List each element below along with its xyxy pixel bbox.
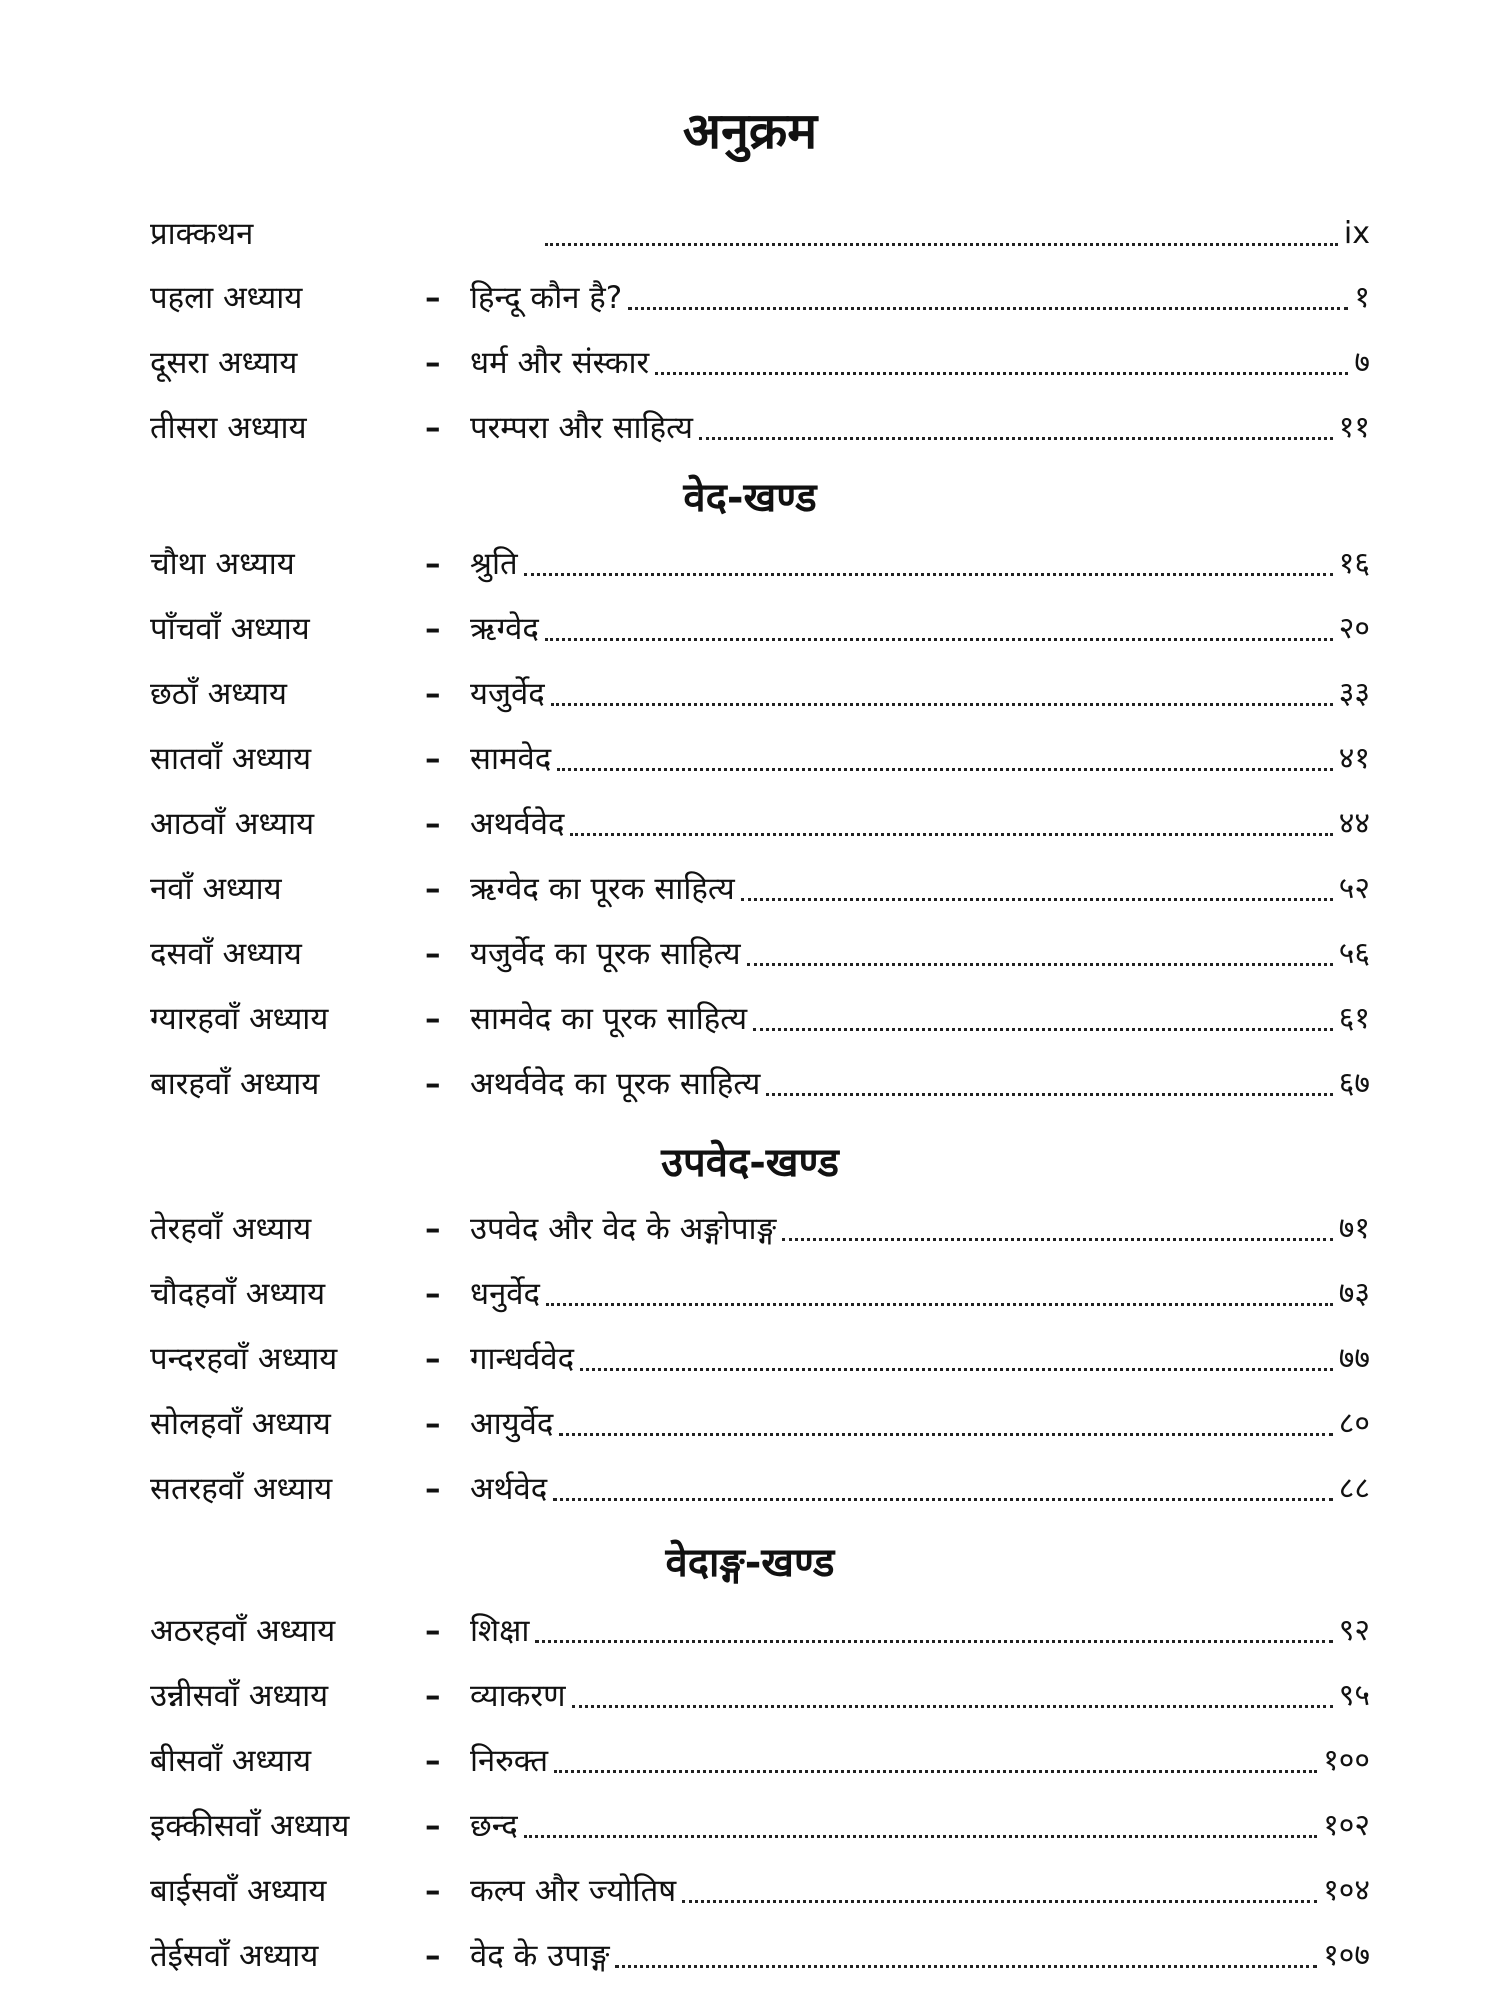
chapter-topic: सामवेद का पूरक साहित्य — [470, 1001, 748, 1037]
chapter-label: इक्कीसवाँ अध्याय — [150, 1808, 350, 1844]
page-number: ७१ — [1338, 1211, 1370, 1246]
toc-entry[interactable] — [150, 1800, 1370, 1852]
toc-entry[interactable] — [150, 1058, 1370, 1110]
toc-entry[interactable] — [150, 603, 1370, 655]
dot-leader — [782, 1238, 1333, 1241]
dash-separator: – — [425, 1808, 441, 1844]
toc-entry[interactable] — [150, 928, 1370, 980]
page-number: ४४ — [1338, 806, 1370, 841]
preface-page-number: ix — [1343, 216, 1370, 251]
toc-entry[interactable] — [150, 1203, 1370, 1255]
dash-separator: – — [425, 806, 441, 842]
chapter-label: आठवाँ अध्याय — [150, 806, 315, 842]
preface-label: प्राक्कथन — [150, 216, 254, 252]
page-number: ८० — [1338, 1406, 1370, 1441]
chapter-topic: यजुर्वेद — [470, 676, 545, 712]
chapter-label: दूसरा अध्याय — [150, 345, 298, 381]
chapter-topic: श्रुति — [470, 546, 518, 582]
chapter-topic: धनुर्वेद — [470, 1276, 540, 1312]
chapter-topic: सामवेद — [470, 741, 552, 777]
chapter-label: तीसरा अध्याय — [150, 410, 307, 446]
chapter-topic: आयुर्वेद — [470, 1406, 554, 1442]
toc-entry[interactable] — [150, 337, 1370, 389]
dot-leader — [546, 1303, 1333, 1306]
toc-entry[interactable] — [150, 538, 1370, 590]
chapter-topic: अर्थवेद — [470, 1471, 548, 1507]
dash-separator: – — [425, 936, 441, 972]
section-heading: वेद-खण्ड — [683, 475, 817, 521]
chapter-label: छठाँ अध्याय — [150, 676, 287, 712]
toc-entry-preface[interactable] — [150, 208, 1370, 260]
toc-entry[interactable] — [150, 402, 1370, 454]
dash-separator: – — [425, 1938, 441, 1974]
page-number: ९२ — [1338, 1613, 1370, 1648]
chapter-label: अठरहवाँ अध्याय — [150, 1613, 336, 1649]
chapter-label: तेरहवाँ अध्याय — [150, 1211, 312, 1247]
dash-separator: – — [425, 871, 441, 907]
page-number: ७७ — [1338, 1341, 1370, 1376]
chapter-label: सोलहवाँ अध्याय — [150, 1406, 331, 1442]
page-number: ६७ — [1338, 1066, 1370, 1101]
dash-separator: – — [425, 1066, 441, 1102]
dash-separator: – — [425, 345, 441, 381]
chapter-label: पहला अध्याय — [150, 280, 303, 316]
dot-leader — [545, 243, 1338, 246]
chapter-label: सातवाँ अध्याय — [150, 741, 312, 777]
chapter-topic: व्याकरण — [470, 1678, 566, 1714]
dot-leader — [545, 638, 1333, 641]
page-number: ८८ — [1338, 1471, 1370, 1506]
dot-leader — [682, 1900, 1317, 1903]
chapter-topic: गान्धर्ववेद — [470, 1341, 575, 1377]
toc-entry[interactable] — [150, 1865, 1370, 1917]
toc-entry[interactable] — [150, 272, 1370, 324]
chapter-label: चौदहवाँ अध्याय — [150, 1276, 326, 1312]
chapter-topic: वेद के उपाङ्ग — [470, 1938, 610, 1974]
dash-separator: – — [425, 1678, 441, 1714]
page-number: २० — [1338, 611, 1370, 646]
chapter-topic: ऋग्वेद का पूरक साहित्य — [470, 871, 735, 907]
toc-entry[interactable] — [150, 798, 1370, 850]
dash-separator: – — [425, 676, 441, 712]
page-number: १०० — [1323, 1743, 1370, 1778]
dash-separator: – — [425, 546, 441, 582]
page-number: १०४ — [1323, 1873, 1370, 1908]
dot-leader — [524, 1835, 1317, 1838]
dash-separator: – — [425, 1211, 441, 1247]
chapter-label: तेईसवाँ अध्याय — [150, 1938, 319, 1974]
dot-leader — [553, 1498, 1333, 1501]
chapter-topic: ऋग्वेद — [470, 611, 539, 647]
toc-entry[interactable] — [150, 1398, 1370, 1450]
page-number: ११ — [1338, 410, 1370, 445]
chapter-topic: कल्प और ज्योतिष — [470, 1873, 677, 1909]
chapter-label: पाँचवाँ अध्याय — [150, 611, 310, 647]
dash-separator: – — [425, 280, 441, 316]
chapter-topic: धर्म और संस्कार — [470, 345, 650, 381]
page-number: ६१ — [1338, 1001, 1370, 1036]
page-number: १ — [1354, 280, 1370, 315]
chapter-topic: निरुक्त — [470, 1743, 549, 1779]
dash-separator: – — [425, 1743, 441, 1779]
dot-leader — [559, 1433, 1332, 1436]
chapter-topic: अथर्ववेद का पूरक साहित्य — [470, 1066, 761, 1102]
dot-leader — [699, 437, 1333, 440]
chapter-topic: अथर्ववेद — [470, 806, 565, 842]
section-heading: उपवेद-खण्ड — [661, 1140, 839, 1186]
dot-leader — [570, 833, 1332, 836]
dash-separator: – — [425, 1873, 441, 1909]
dot-leader — [557, 768, 1333, 771]
dot-leader — [524, 573, 1333, 576]
toc-entry[interactable] — [150, 1333, 1370, 1385]
chapter-label: सतरहवाँ अध्याय — [150, 1471, 333, 1507]
page-number: ५२ — [1338, 871, 1370, 906]
chapter-topic: परम्परा और साहित्य — [470, 410, 694, 446]
chapter-topic: उपवेद और वेद के अङ्गोपाङ्ग — [470, 1211, 777, 1247]
page-number: ५६ — [1338, 936, 1370, 971]
toc-entry[interactable] — [150, 1605, 1370, 1657]
page-number: १०७ — [1323, 1938, 1370, 1973]
toc-entry[interactable] — [150, 733, 1370, 785]
toc-entry[interactable] — [150, 668, 1370, 720]
dash-separator: – — [425, 410, 441, 446]
chapter-label: ग्यारहवाँ अध्याय — [150, 1001, 329, 1037]
chapter-topic: शिक्षा — [470, 1613, 530, 1649]
dash-separator: – — [425, 741, 441, 777]
page-number: १६ — [1338, 546, 1370, 581]
dot-leader — [580, 1368, 1333, 1371]
chapter-label: दसवाँ अध्याय — [150, 936, 302, 972]
toc-entry[interactable] — [150, 993, 1370, 1045]
chapter-topic: यजुर्वेद का पूरक साहित्य — [470, 936, 741, 972]
dash-separator: – — [425, 1341, 441, 1377]
dot-leader — [554, 1770, 1317, 1773]
dash-separator: – — [425, 1613, 441, 1649]
page-number: ७३ — [1338, 1276, 1370, 1311]
chapter-label: नवाँ अध्याय — [150, 871, 282, 907]
dot-leader — [741, 898, 1333, 901]
chapter-label: बाईसवाँ अध्याय — [150, 1873, 327, 1909]
dot-leader — [615, 1965, 1317, 1968]
toc-entry[interactable] — [150, 1268, 1370, 1320]
dot-leader — [551, 703, 1333, 706]
page-number: १०२ — [1323, 1808, 1370, 1843]
toc-entry[interactable] — [150, 863, 1370, 915]
toc-entry[interactable] — [150, 1463, 1370, 1515]
chapter-topic: हिन्दू कौन है? — [470, 280, 623, 316]
dash-separator: – — [425, 611, 441, 647]
chapter-label: उन्नीसवाँ अध्याय — [150, 1678, 329, 1714]
chapter-label: पन्दरहवाँ अध्याय — [150, 1341, 338, 1377]
dot-leader — [628, 307, 1348, 310]
page-number: ४१ — [1338, 741, 1370, 776]
dash-separator: – — [425, 1001, 441, 1037]
dot-leader — [655, 372, 1348, 375]
toc-entry[interactable] — [150, 1930, 1370, 1982]
dash-separator: – — [425, 1406, 441, 1442]
page-title: अनुक्रम — [682, 102, 818, 160]
chapter-label: चौथा अध्याय — [150, 546, 295, 582]
dot-leader — [572, 1705, 1333, 1708]
dash-separator: – — [425, 1276, 441, 1312]
toc-entry[interactable] — [150, 1735, 1370, 1787]
toc-entry[interactable] — [150, 1670, 1370, 1722]
chapter-label: बीसवाँ अध्याय — [150, 1743, 312, 1779]
dot-leader — [535, 1640, 1332, 1643]
page-number: ९५ — [1338, 1678, 1370, 1713]
page-number: ३३ — [1338, 676, 1370, 711]
dot-leader — [766, 1093, 1332, 1096]
chapter-label: बारहवाँ अध्याय — [150, 1066, 320, 1102]
page-number: ७ — [1354, 345, 1370, 380]
section-heading: वेदाङ्ग-खण्ड — [665, 1540, 835, 1586]
dash-separator: – — [425, 1471, 441, 1507]
chapter-topic: छन्द — [470, 1808, 518, 1844]
dot-leader — [747, 963, 1333, 966]
dot-leader — [753, 1028, 1333, 1031]
